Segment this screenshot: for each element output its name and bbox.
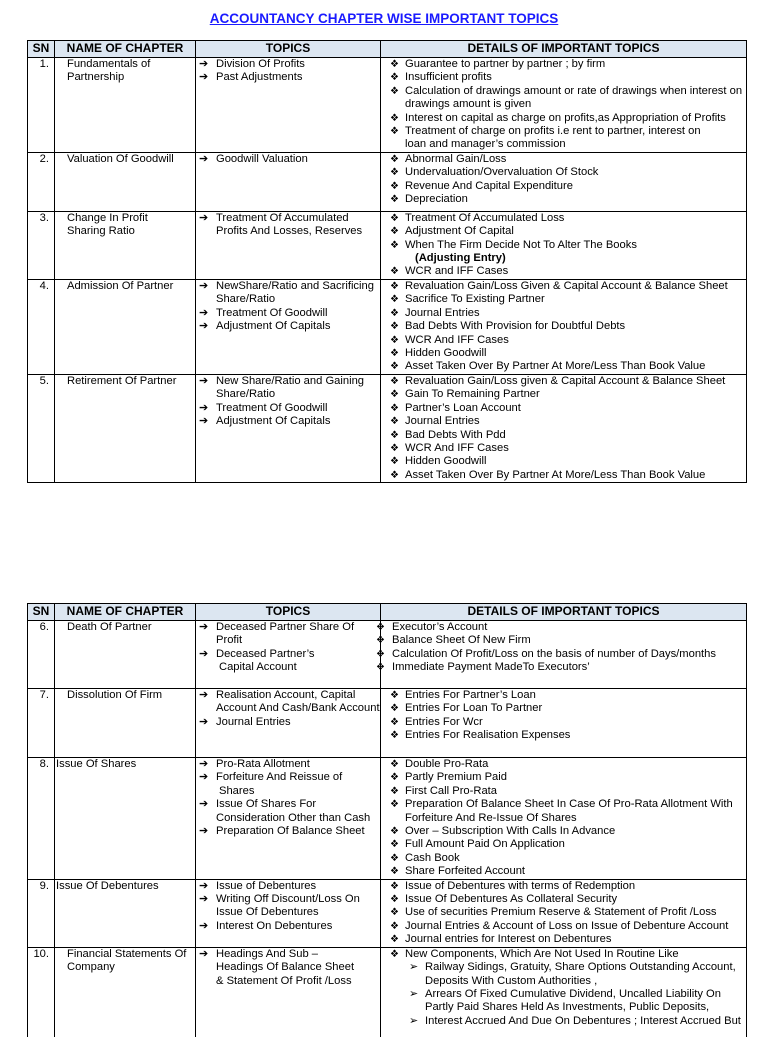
row-topics <box>196 279 381 374</box>
list-item: ❖ Journal Entries <box>390 415 480 428</box>
list-item: ❖ New Components, Which Are Not Used In Routine Like <box>390 947 679 960</box>
table-header-row <box>28 41 747 58</box>
list-item: ➔ Pro-Rata Allotment <box>199 758 310 770</box>
row-details <box>381 279 747 374</box>
diamond-bullet-icon: ❖ <box>376 635 385 647</box>
table-row <box>28 58 747 153</box>
list-item: ❖ Asset Taken Over By Partner At More/Less Than Book Value <box>390 468 706 481</box>
arrow-icon: ➔ <box>199 152 209 165</box>
list-item: ❖ Use of securities Premium Reserve & Statement of Profit /Loss <box>390 906 717 919</box>
sub-arrow-icon: ➢ <box>409 1014 419 1027</box>
list-item: ➔ Writing Off Discount/Loss On <box>199 893 360 906</box>
row-chapter: Dissolution Of Firm <box>55 689 196 758</box>
row-chapter: Issue Of Debentures <box>55 879 196 947</box>
row-sn: 1. <box>28 58 55 153</box>
list-item: ❖ Hidden Goodwill <box>390 455 487 468</box>
page-title: ACCOUNTANCY CHAPTER WISE IMPORTANT TOPICS <box>209 11 559 26</box>
row-chapter: Retirement Of Partner <box>55 374 196 482</box>
arrow-icon: ➔ <box>199 715 209 728</box>
list-item: ❖ Partner’s Loan Account <box>390 401 521 414</box>
row-details <box>381 58 747 153</box>
list-item: ❖ Gain To Remaining Partner <box>390 388 540 401</box>
list-item: ➔ Preparation Of Balance Sheet <box>199 825 365 838</box>
row-topics <box>196 689 381 758</box>
list-item: ❖ Hidden Goodwill <box>390 346 487 359</box>
header-topics: TOPICS <box>196 41 381 58</box>
row-details <box>381 211 747 279</box>
diamond-bullet-icon: ❖ <box>390 294 399 306</box>
diamond-bullet-icon: ❖ <box>390 321 399 333</box>
arrow-icon: ➔ <box>199 893 209 906</box>
row-details <box>381 758 747 880</box>
list-item-continuation: Capital Account <box>219 661 297 674</box>
chapter-table-2 <box>27 603 747 1037</box>
table-row <box>28 374 747 482</box>
table-row <box>28 689 747 758</box>
list-item: ➔ Deceased Partner’s <box>199 647 315 660</box>
row-sn: 9. <box>28 879 55 947</box>
table-row <box>28 152 747 211</box>
row-details <box>381 947 747 1037</box>
diamond-bullet-icon: ❖ <box>390 894 399 906</box>
diamond-bullet-icon: ❖ <box>390 839 399 851</box>
list-item: ❖ Entries For Loan To Partner <box>390 702 543 715</box>
row-sn: 8. <box>28 758 55 880</box>
row-chapter <box>55 58 196 153</box>
list-item: ❖ First Call Pro-Rata <box>390 784 498 797</box>
row-chapter: Valuation Of Goodwill <box>55 152 196 211</box>
diamond-bullet-icon: ❖ <box>390 167 399 179</box>
header-chapter: NAME OF CHAPTER <box>55 604 196 621</box>
list-item-continuation: Forfeiture And Re-Issue Of Shares <box>405 811 577 824</box>
list-item: ❖ Calculation Of Profit/Loss on the basis of number of Days/months <box>376 647 716 660</box>
diamond-bullet-icon: ❖ <box>390 907 399 919</box>
diamond-bullet-icon: ❖ <box>390 690 399 701</box>
list-item: ➔ Realisation Account, Capital <box>199 689 356 701</box>
diamond-bullet-icon: ❖ <box>390 442 399 454</box>
list-item: ➔ Issue Of Shares For <box>199 798 317 811</box>
list-item: ❖ Journal entries for Interest on Debentures <box>390 933 612 946</box>
diamond-bullet-icon: ❖ <box>390 212 399 224</box>
list-item: ❖ WCR And IFF Cases <box>390 333 509 346</box>
diamond-bullet-icon: ❖ <box>390 799 399 811</box>
sub-list-item: ➢ Arrears Of Fixed Cumulative Dividend, Uncalled Liability On <box>409 987 721 1000</box>
row-sn: 5. <box>28 374 55 482</box>
list-item: ❖ Entries For Wcr <box>390 715 483 728</box>
arrow-icon: ➔ <box>199 919 209 932</box>
table-row <box>28 758 747 880</box>
diamond-bullet-icon: ❖ <box>390 826 399 838</box>
list-item: ❖ Revenue And Capital Expenditure <box>390 179 573 192</box>
list-item: ❖ Depreciation <box>390 193 468 206</box>
arrow-icon: ➔ <box>199 758 209 770</box>
row-topics <box>196 758 381 880</box>
table-row <box>28 947 747 1037</box>
arrow-icon: ➔ <box>199 879 209 892</box>
row-details <box>376 621 747 689</box>
diamond-bullet-icon: ❖ <box>390 126 399 138</box>
list-item-continuation: Consideration Other than Cash <box>216 811 371 824</box>
diamond-bullet-icon: ❖ <box>390 934 399 946</box>
list-item: ❖ Entries For Partner’s Loan <box>390 689 536 701</box>
diamond-bullet-icon: ❖ <box>390 239 399 251</box>
list-item: ❖ Journal Entries & Account of Loss on Issue of Debenture Account <box>390 919 729 932</box>
arrow-icon: ➔ <box>199 415 209 428</box>
diamond-bullet-icon: ❖ <box>390 266 399 278</box>
row-chapter: Admission Of Partner <box>55 279 196 374</box>
table-row <box>28 279 747 374</box>
diamond-bullet-icon: ❖ <box>390 153 399 165</box>
arrow-icon: ➔ <box>199 374 209 387</box>
row-sn: 4. <box>28 279 55 374</box>
list-item: ❖ Preparation Of Balance Sheet In Case Of Pro-Rata Allotment With <box>390 798 733 811</box>
list-item: ❖ Interest on capital as charge on profits,as Appropriation of Profits <box>390 111 726 124</box>
diamond-bullet-icon: ❖ <box>390 59 399 70</box>
list-item: ❖ Bad Debts With Provision for Doubtful Debts <box>390 320 626 333</box>
list-item-continuation: Shares <box>219 784 255 797</box>
list-item: ❖ Cash Book <box>390 851 460 864</box>
row-chapter: Issue Of Shares <box>55 758 196 880</box>
list-item: ➔ Treatment Of Goodwill <box>199 401 328 414</box>
diamond-bullet-icon: ❖ <box>390 375 399 387</box>
list-item: ❖ Balance Sheet Of New Firm <box>376 634 531 647</box>
diamond-bullet-icon: ❖ <box>390 866 399 878</box>
list-item-continuation: loan and manager’s commission <box>405 138 566 151</box>
row-topics <box>196 152 381 211</box>
header-sn: SN <box>28 41 55 58</box>
diamond-bullet-icon: ❖ <box>390 416 399 428</box>
list-item: ❖ Revaluation Gain/Loss given & Capital Account & Balance Sheet <box>390 374 726 387</box>
row-details <box>381 152 747 211</box>
diamond-bullet-icon: ❖ <box>376 648 385 660</box>
arrow-icon: ➔ <box>199 771 209 784</box>
list-item: ❖ Adjustment Of Capital <box>390 225 514 238</box>
list-item: ❖ Revaluation Gain/Loss Given & Capital Account & Balance Sheet <box>390 279 728 292</box>
list-item: ❖ Entries For Realisation Expenses <box>390 729 571 742</box>
list-item: ❖ Undervaluation/Overvaluation Of Stock <box>390 166 599 179</box>
sub-list-item-continuation: Deposits With Custom Authorities , <box>425 974 598 987</box>
diamond-bullet-icon: ❖ <box>376 622 385 633</box>
diamond-bullet-icon: ❖ <box>390 469 399 481</box>
list-item: ➔ Adjustment Of Capitals <box>199 320 331 333</box>
diamond-bullet-icon: ❖ <box>390 880 399 892</box>
list-item-continuation: Share/Ratio <box>216 388 276 401</box>
list-item: ❖ Treatment Of Accumulated Loss <box>390 211 565 224</box>
list-item: ➔ Forfeiture And Reissue of <box>199 771 343 784</box>
list-item: ❖ Guarantee to partner by partner ; by firm <box>390 58 606 70</box>
row-topics <box>196 947 381 1037</box>
list-item: ➔ NewShare/Ratio and Sacrificing <box>199 279 374 292</box>
diamond-bullet-icon: ❖ <box>390 716 399 728</box>
diamond-bullet-icon: ❖ <box>390 920 399 932</box>
row-sn: 2. <box>28 152 55 211</box>
diamond-bullet-icon: ❖ <box>390 429 399 441</box>
row-topics <box>196 621 381 689</box>
row-sn: 10. <box>28 947 55 1037</box>
diamond-bullet-icon: ❖ <box>390 112 399 124</box>
row-topics <box>196 374 381 482</box>
diamond-bullet-icon: ❖ <box>390 759 399 770</box>
list-item: ➔ Division Of Profits <box>199 58 305 70</box>
list-item-continuation: Account And Cash/Bank Account <box>216 702 380 715</box>
row-sn: 6. <box>28 621 55 689</box>
diamond-bullet-icon: ❖ <box>390 389 399 401</box>
row-topics <box>196 879 381 947</box>
list-item: ➔ New Share/Ratio and Gaining <box>199 374 365 387</box>
header-details: DETAILS OF IMPORTANT TOPICS <box>381 604 747 621</box>
diamond-bullet-icon: ❖ <box>390 772 399 784</box>
list-item: ❖ Immediate Payment MadeTo Executors’ <box>376 661 590 674</box>
diamond-bullet-icon: ❖ <box>390 361 399 373</box>
row-topics <box>196 58 381 153</box>
list-item: ➔ Treatment Of Accumulated <box>199 211 349 224</box>
diamond-bullet-icon: ❖ <box>390 456 399 468</box>
header-topics: TOPICS <box>196 604 381 621</box>
table-row <box>28 621 747 689</box>
list-item: ➔ Adjustment Of Capitals <box>199 415 331 428</box>
diamond-bullet-icon: ❖ <box>390 307 399 319</box>
chapter-table-1 <box>27 40 747 483</box>
list-item: ➔ Journal Entries <box>199 715 291 728</box>
chapter-line: Fundamentals of <box>67 58 151 70</box>
row-sn: 7. <box>28 689 55 758</box>
arrow-icon: ➔ <box>199 689 209 701</box>
list-item: ❖ WCR and IFF Cases <box>390 265 509 278</box>
list-item: ❖ When The Firm Decide Not To Alter The Books <box>390 238 637 251</box>
row-chapter: Change In Profit Sharing Ratio <box>55 211 196 279</box>
arrow-icon: ➔ <box>199 211 209 224</box>
list-item: ➔ Headings And Sub – <box>199 947 319 960</box>
header-details: DETAILS OF IMPORTANT TOPICS <box>381 41 747 58</box>
list-item: ❖ Executor’s Account <box>376 621 488 633</box>
diamond-bullet-icon: ❖ <box>390 785 399 797</box>
diamond-bullet-icon: ❖ <box>390 226 399 238</box>
arrow-icon: ➔ <box>199 401 209 414</box>
list-item-continuation: & Statement Of Profit /Loss <box>216 974 352 987</box>
list-item: ❖ Full Amount Paid On Application <box>390 838 565 851</box>
list-item: ➔ Goodwill Valuation <box>199 152 308 165</box>
list-item-continuation: drawings amount is given <box>405 98 532 111</box>
chapter-line: Partnership <box>67 71 125 84</box>
row-topics <box>196 211 381 279</box>
arrow-icon: ➔ <box>199 71 209 84</box>
header-chapter: NAME OF CHAPTER <box>55 41 196 58</box>
table-row <box>28 879 747 947</box>
list-item: ❖ Over – Subscription With Calls In Advance <box>390 825 616 838</box>
header-sn: SN <box>28 604 55 621</box>
row-chapter: Financial Statements Of Company <box>55 947 196 1037</box>
sub-arrow-icon: ➢ <box>409 987 419 1000</box>
diamond-bullet-icon: ❖ <box>390 194 399 206</box>
list-item: ❖ Journal Entries <box>390 306 480 319</box>
diamond-bullet-icon: ❖ <box>390 180 399 192</box>
sub-list-item: ➢ Railway Sidings, Gratuity, Share Options Outstanding Account, <box>409 961 736 974</box>
diamond-bullet-icon: ❖ <box>390 85 399 97</box>
diamond-bullet-icon: ❖ <box>376 662 385 674</box>
diamond-bullet-icon: ❖ <box>390 334 399 346</box>
diamond-bullet-icon: ❖ <box>390 730 399 742</box>
row-details <box>381 689 747 758</box>
list-item: ➔ Deceased Partner Share Of <box>199 621 355 633</box>
list-item: ➔ Interest On Debentures <box>199 919 333 932</box>
sub-arrow-icon: ➢ <box>409 961 419 974</box>
diamond-bullet-icon: ❖ <box>390 280 399 292</box>
list-item: ➔ Past Adjustments <box>199 71 303 84</box>
list-item: ❖ Issue of Debentures with terms of Redemption <box>390 879 636 892</box>
sub-list-item: ➢ Interest Accrued And Due On Debentures ; Interest Accrued But <box>409 1014 741 1027</box>
list-item: ➔ Issue of Debentures <box>199 879 317 892</box>
row-details <box>381 374 747 482</box>
sub-list-item-continuation: Partly Paid Shares Held As Investments, Public Deposits, <box>425 1001 710 1014</box>
list-item: ❖ Asset Taken Over By Partner At More/Less Than Book Value <box>390 360 706 373</box>
list-item: ❖ Share Forfeited Account <box>390 865 526 878</box>
arrow-icon: ➔ <box>199 947 209 960</box>
list-item-continuation: Profits And Losses, Reserves <box>216 225 363 238</box>
list-item: ❖ Bad Debts With Pdd <box>390 428 506 441</box>
list-item-continuation: Headings Of Balance Sheet <box>216 961 355 974</box>
row-details <box>381 879 747 947</box>
arrow-icon: ➔ <box>199 647 209 660</box>
list-item-continuation: Issue Of Debentures <box>216 906 319 919</box>
list-item: ❖ Calculation of drawings amount or rate of drawings when interest on <box>390 84 743 97</box>
list-item: ➔ Treatment Of Goodwill <box>199 306 328 319</box>
diamond-bullet-icon: ❖ <box>390 703 399 715</box>
row-sn: 3. <box>28 211 55 279</box>
diamond-bullet-icon: ❖ <box>390 948 399 960</box>
diamond-bullet-icon: ❖ <box>390 852 399 864</box>
row-chapter: Death Of Partner <box>55 621 196 689</box>
arrow-icon: ➔ <box>199 621 209 633</box>
list-item: ❖ Abnormal Gain/Loss <box>390 152 507 165</box>
list-item: ❖ WCR And IFF Cases <box>390 441 509 454</box>
diamond-bullet-icon: ❖ <box>390 402 399 414</box>
list-item: ❖ Double Pro-Rata <box>390 758 489 770</box>
arrow-icon: ➔ <box>199 798 209 811</box>
list-item: ❖ Partly Premium Paid <box>390 771 507 784</box>
arrow-icon: ➔ <box>199 825 209 838</box>
arrow-icon: ➔ <box>199 279 209 292</box>
list-item-continuation: Profit <box>216 634 243 647</box>
adjusting-entry-label: (Adjusting Entry) <box>415 252 506 265</box>
list-item-continuation: Share/Ratio <box>216 293 276 306</box>
list-item: ❖ Treatment of charge on profits i.e rent to partner, interest on <box>390 125 701 138</box>
list-item: ❖ Insufficient profits <box>390 71 492 84</box>
diamond-bullet-icon: ❖ <box>390 347 399 359</box>
arrow-icon: ➔ <box>199 58 209 70</box>
arrow-icon: ➔ <box>199 306 209 319</box>
arrow-icon: ➔ <box>199 320 209 333</box>
list-item: ❖ Sacrifice To Existing Partner <box>390 293 545 306</box>
table-header-row <box>28 604 747 621</box>
diamond-bullet-icon: ❖ <box>390 72 399 84</box>
table-row <box>28 211 747 279</box>
list-item: ❖ Issue Of Debentures As Collateral Security <box>390 893 618 906</box>
